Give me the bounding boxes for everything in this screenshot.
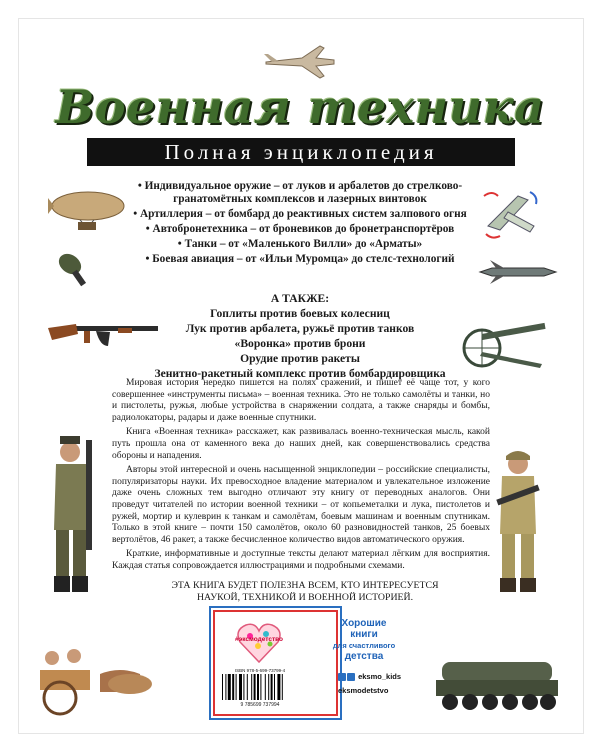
missile-illustration [478,258,558,286]
book-title: Военная техника [55,80,545,134]
paragraph: Краткие, информативные и доступные тексты делают материал лёгким для восприятия. Каждая статья сопровождается иллюстрациями и подробными схемами. [112,549,490,571]
airship-illustration [48,186,128,238]
also-line: Орудие против ракеты [240,352,360,365]
subtitle-banner: Полная энциклопедия [87,138,515,166]
aircraft-diagram-illustration [478,186,548,242]
missile-launcher-truck-illustration [432,648,562,718]
also-line: Гоплиты против боевых колесниц [210,307,390,320]
also-line: Зенитно-ракетный комплекс против бомбардировщика [154,367,446,380]
heart-icon [236,622,282,664]
description-text [112,378,490,576]
slogan-line: книги [350,629,378,640]
slogan [332,618,396,662]
slogan-line: детства [344,651,384,662]
modern-soldier-illustration [488,448,548,598]
also-line: «Воронка» против брони [234,337,366,350]
barcode [220,674,300,700]
war-chariot-illustration [30,640,160,720]
soldier-with-machine-gun-illustration [40,430,104,600]
social-item[interactable] [338,672,408,681]
slogan-line: для счастливого [332,641,396,650]
feature-item: • Индивидуальное оружие – от луков и арбалетов до стрелково-гранатомётных комплексов и лазерных винтовок [120,180,480,206]
paragraph: Авторы этой интересной и очень насыщенной энциклопедии – российские специалисты, популяризаторы науки. Их превосходное владение материалом и увлекательное изложение даже очень сложных тем выгодно отличают эту книгу от переводных аналогов. Они проведут читателей по истории военной техники – от копьеметалки и лука, пистолетов и ружей, мортир и кулеврин к танкам и самолётам, боевым машинам и военным спутникам. Только в этой книге – почти 150 самолётов, около 60 разновидностей танков, 25 боевых вертолётов, 46 ракет, а также бесчисленное количество видов автоматического оружия. [112,465,490,545]
also-section [130,291,470,381]
also-line: Лук против арбалета, ружьё против танков [185,322,415,335]
social-handle: eksmodetstvo [338,686,389,696]
slogan-line: Хорошие [341,618,387,629]
social-item[interactable] [338,686,408,695]
feature-item: • Боевая авиация – от «Ильи Муромца» до стелс-технологий [120,253,480,266]
barcode-digits: 9 785699 737994 [240,702,280,708]
paragraph: Книга «Военная техника» расскажет, как развивалась военно-техническая мысль, какой путь прошла она от каменного века до наших дней, как совершенствовались средства обороны и нападения. [112,427,490,461]
also-heading: А ТАКЖЕ: [270,292,330,305]
jet-plane-illustration [262,40,338,80]
social-links [338,672,408,700]
feature-list [120,180,480,268]
feature-item: • Танки – от «Маленького Вилли» до «Арматы» [120,238,480,251]
paragraph: Мировая история нередко пишется на полях сражений, и пишет её чаще тот, у кого совершеннее «инструменты письма» – военная техника. Это не только самолёты и танки, но и пистолеты, ружья, любые устройства в снаряжении солдата, а также снаряды и бомбы, радиолокаторы, радары и даже военные спутники. [112,378,490,423]
closing-statement: ЭТА КНИГА БУДЕТ ПОЛЕЗНА ВСЕМ, КТО ИНТЕРЕСУЕТСЯ НАУКОЙ, ТЕХНИКОЙ И ВОЕННОЙ ИСТОРИЕЙ. [171,580,439,603]
mortar-shell-illustration [52,248,96,292]
social-handle: eksmo_kids [358,672,402,681]
isbn-text: ISBN 978-5-699-73799-4 [234,668,286,673]
feature-item: • Артиллерия – от бомбард до реактивных систем залпового огня [120,208,480,221]
social-icon [347,673,355,681]
feature-item: • Автобронетехника – от броневиков до бронетранспортёров [120,223,480,236]
hashtag-label: #эксмодетство [234,636,284,643]
social-icon [338,673,346,681]
